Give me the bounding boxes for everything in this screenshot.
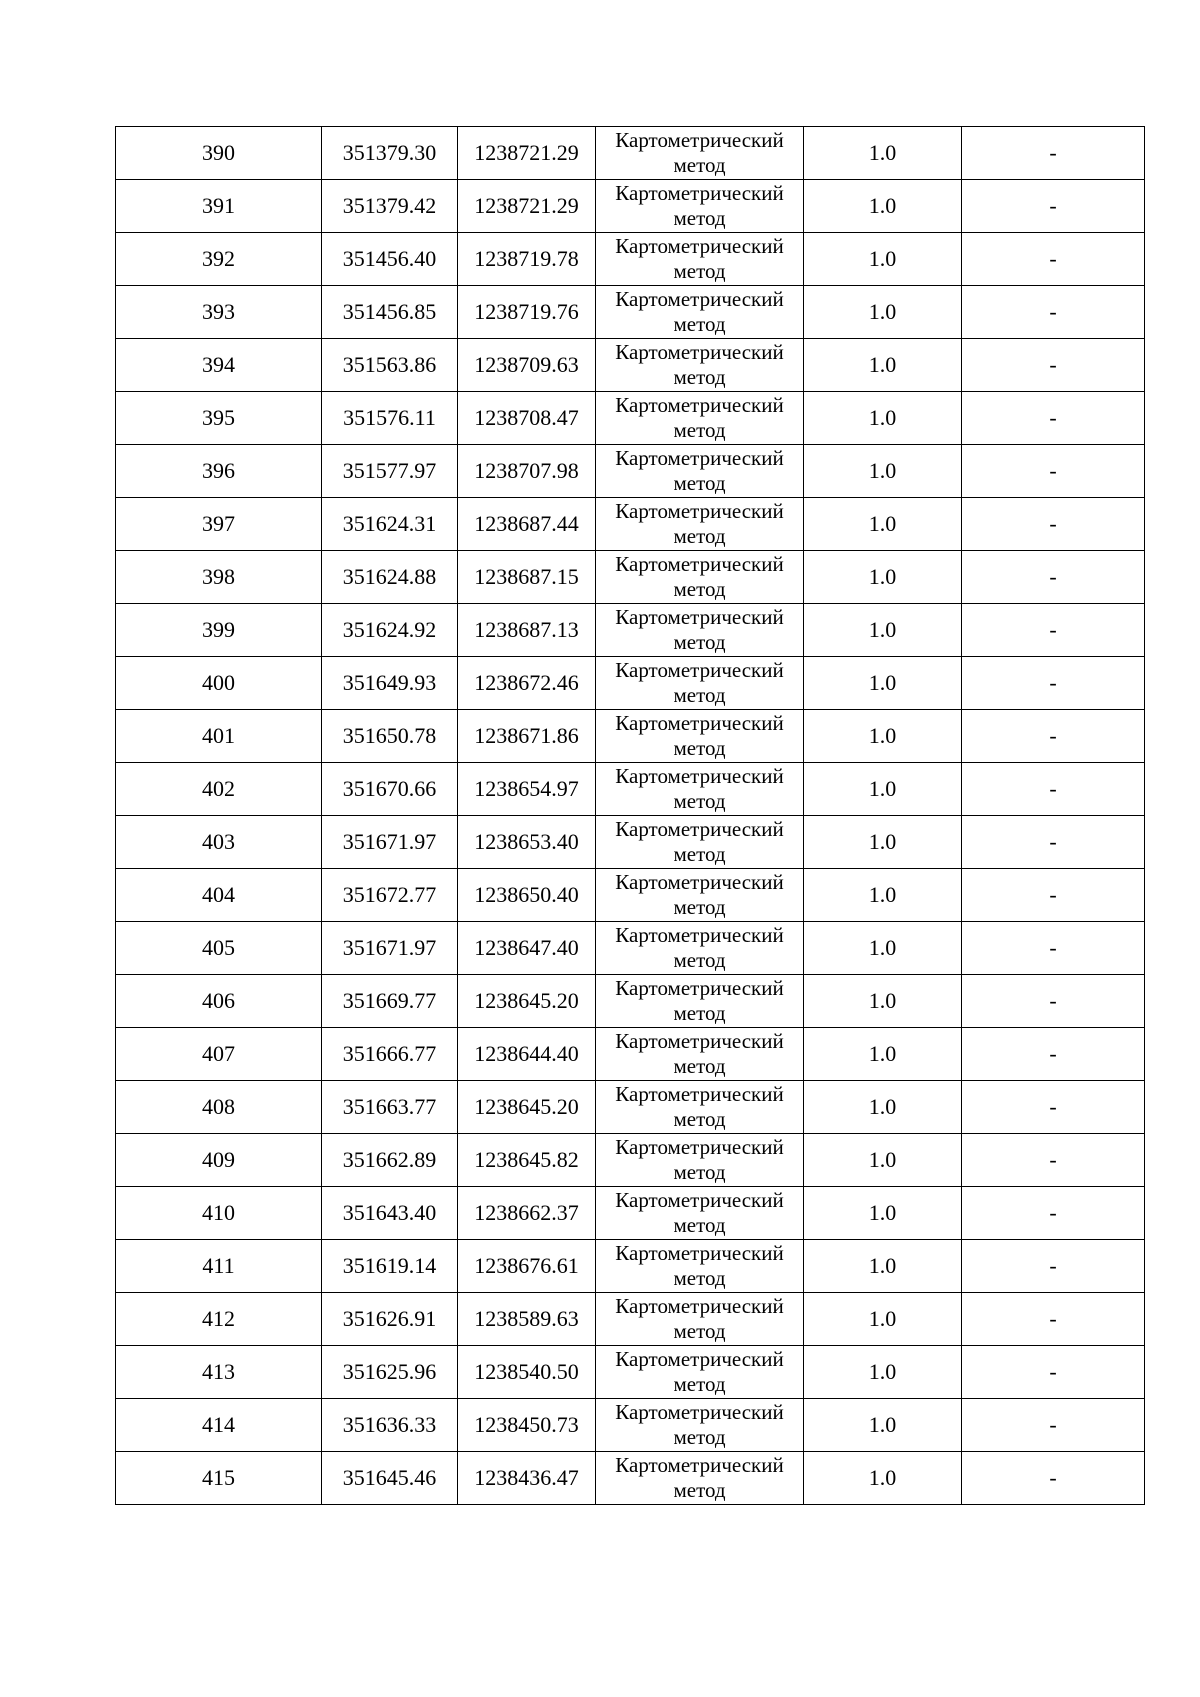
point-number-cell: 402	[116, 763, 322, 816]
y-coordinate-cell: 1238687.13	[458, 604, 596, 657]
method-line-1: Картометрический	[615, 287, 784, 311]
table-row	[116, 869, 1145, 922]
method-line-2: метод	[673, 1478, 726, 1502]
method-cell	[596, 869, 804, 922]
method-line-1: Картометрический	[615, 234, 784, 258]
method-line-2: метод	[673, 789, 726, 813]
y-coordinate-cell: 1238708.47	[458, 392, 596, 445]
method-line-1: Картометрический	[615, 552, 784, 576]
method-line-1: Картометрический	[615, 1188, 784, 1212]
method-line-2: метод	[673, 1213, 726, 1237]
method-line-1: Картометрический	[615, 764, 784, 788]
point-number-cell: 399	[116, 604, 322, 657]
accuracy-cell: 1.0	[804, 1240, 962, 1293]
x-coordinate-cell: 351663.77	[322, 1081, 458, 1134]
accuracy-cell: 1.0	[804, 180, 962, 233]
method-line-2: метод	[673, 895, 726, 919]
method-line-2: метод	[673, 842, 726, 866]
method-line-1: Картометрический	[615, 605, 784, 629]
accuracy-cell: 1.0	[804, 127, 962, 180]
accuracy-cell: 1.0	[804, 604, 962, 657]
method-line-1: Картометрический	[615, 658, 784, 682]
note-cell: -	[962, 1399, 1145, 1452]
x-coordinate-cell: 351619.14	[322, 1240, 458, 1293]
method-line-1: Картометрический	[615, 1400, 784, 1424]
table-row	[116, 127, 1145, 180]
x-coordinate-cell: 351636.33	[322, 1399, 458, 1452]
y-coordinate-cell: 1238645.20	[458, 975, 596, 1028]
x-coordinate-cell: 351624.88	[322, 551, 458, 604]
method-cell	[596, 1134, 804, 1187]
accuracy-cell: 1.0	[804, 975, 962, 1028]
table-row	[116, 1293, 1145, 1346]
y-coordinate-cell: 1238589.63	[458, 1293, 596, 1346]
point-number-cell: 398	[116, 551, 322, 604]
method-cell	[596, 339, 804, 392]
y-coordinate-cell: 1238671.86	[458, 710, 596, 763]
method-cell	[596, 233, 804, 286]
note-cell: -	[962, 551, 1145, 604]
point-number-cell: 403	[116, 816, 322, 869]
note-cell: -	[962, 1346, 1145, 1399]
method-line-2: метод	[673, 1425, 726, 1449]
accuracy-cell: 1.0	[804, 445, 962, 498]
table-row	[116, 710, 1145, 763]
y-coordinate-cell: 1238540.50	[458, 1346, 596, 1399]
table-row	[116, 975, 1145, 1028]
table-row	[116, 1346, 1145, 1399]
table-row	[116, 1399, 1145, 1452]
method-cell	[596, 127, 804, 180]
table-row	[116, 445, 1145, 498]
table-row	[116, 498, 1145, 551]
note-cell: -	[962, 233, 1145, 286]
method-line-2: метод	[673, 418, 726, 442]
method-line-2: метод	[673, 630, 726, 654]
accuracy-cell: 1.0	[804, 233, 962, 286]
method-line-2: метод	[673, 683, 726, 707]
point-number-cell: 400	[116, 657, 322, 710]
table-row	[116, 286, 1145, 339]
method-cell	[596, 286, 804, 339]
method-cell	[596, 1293, 804, 1346]
method-line-1: Картометрический	[615, 1082, 784, 1106]
accuracy-cell: 1.0	[804, 551, 962, 604]
y-coordinate-cell: 1238645.82	[458, 1134, 596, 1187]
method-line-2: метод	[673, 471, 726, 495]
point-number-cell: 414	[116, 1399, 322, 1452]
point-number-cell: 392	[116, 233, 322, 286]
method-cell	[596, 392, 804, 445]
method-line-2: метод	[673, 1001, 726, 1025]
method-line-1: Картометрический	[615, 976, 784, 1000]
method-line-2: метод	[673, 365, 726, 389]
table-row	[116, 1028, 1145, 1081]
x-coordinate-cell: 351576.11	[322, 392, 458, 445]
accuracy-cell: 1.0	[804, 498, 962, 551]
table-row	[116, 180, 1145, 233]
y-coordinate-cell: 1238721.29	[458, 180, 596, 233]
note-cell: -	[962, 604, 1145, 657]
table-row	[116, 1081, 1145, 1134]
method-line-1: Картометрический	[615, 817, 784, 841]
note-cell: -	[962, 1240, 1145, 1293]
method-line-2: метод	[673, 206, 726, 230]
note-cell: -	[962, 1452, 1145, 1505]
note-cell: -	[962, 1293, 1145, 1346]
accuracy-cell: 1.0	[804, 339, 962, 392]
method-cell	[596, 657, 804, 710]
x-coordinate-cell: 351671.97	[322, 922, 458, 975]
accuracy-cell: 1.0	[804, 1399, 962, 1452]
x-coordinate-cell: 351626.91	[322, 1293, 458, 1346]
note-cell: -	[962, 339, 1145, 392]
y-coordinate-cell: 1238436.47	[458, 1452, 596, 1505]
point-number-cell: 394	[116, 339, 322, 392]
accuracy-cell: 1.0	[804, 922, 962, 975]
table-row	[116, 816, 1145, 869]
method-cell	[596, 551, 804, 604]
note-cell: -	[962, 922, 1145, 975]
y-coordinate-cell: 1238672.46	[458, 657, 596, 710]
y-coordinate-cell: 1238676.61	[458, 1240, 596, 1293]
point-number-cell: 415	[116, 1452, 322, 1505]
x-coordinate-cell: 351456.85	[322, 286, 458, 339]
x-coordinate-cell: 351670.66	[322, 763, 458, 816]
note-cell: -	[962, 869, 1145, 922]
method-cell	[596, 445, 804, 498]
table-row	[116, 1452, 1145, 1505]
method-cell	[596, 1028, 804, 1081]
method-cell	[596, 1240, 804, 1293]
x-coordinate-cell: 351379.30	[322, 127, 458, 180]
table-row	[116, 339, 1145, 392]
method-line-1: Картометрический	[615, 1294, 784, 1318]
method-line-1: Картометрический	[615, 1241, 784, 1265]
accuracy-cell: 1.0	[804, 1452, 962, 1505]
method-line-2: метод	[673, 259, 726, 283]
method-line-2: метод	[673, 736, 726, 760]
method-cell	[596, 180, 804, 233]
accuracy-cell: 1.0	[804, 1293, 962, 1346]
method-cell	[596, 1452, 804, 1505]
note-cell: -	[962, 763, 1145, 816]
method-cell	[596, 763, 804, 816]
y-coordinate-cell: 1238450.73	[458, 1399, 596, 1452]
method-cell	[596, 975, 804, 1028]
y-coordinate-cell: 1238719.76	[458, 286, 596, 339]
x-coordinate-cell: 351671.97	[322, 816, 458, 869]
note-cell: -	[962, 1134, 1145, 1187]
point-number-cell: 413	[116, 1346, 322, 1399]
accuracy-cell: 1.0	[804, 1187, 962, 1240]
accuracy-cell: 1.0	[804, 869, 962, 922]
table-row	[116, 1134, 1145, 1187]
accuracy-cell: 1.0	[804, 1028, 962, 1081]
method-line-1: Картометрический	[615, 181, 784, 205]
table-row	[116, 1240, 1145, 1293]
point-number-cell: 405	[116, 922, 322, 975]
method-line-2: метод	[673, 153, 726, 177]
x-coordinate-cell: 351662.89	[322, 1134, 458, 1187]
table-row	[116, 922, 1145, 975]
method-line-1: Картометрический	[615, 1029, 784, 1053]
method-line-2: метод	[673, 1107, 726, 1131]
method-line-2: метод	[673, 1319, 726, 1343]
x-coordinate-cell: 351456.40	[322, 233, 458, 286]
accuracy-cell: 1.0	[804, 710, 962, 763]
x-coordinate-cell: 351563.86	[322, 339, 458, 392]
method-line-2: метод	[673, 524, 726, 548]
x-coordinate-cell: 351666.77	[322, 1028, 458, 1081]
y-coordinate-cell: 1238687.44	[458, 498, 596, 551]
accuracy-cell: 1.0	[804, 392, 962, 445]
y-coordinate-cell: 1238707.98	[458, 445, 596, 498]
y-coordinate-cell: 1238647.40	[458, 922, 596, 975]
coordinates-table	[115, 126, 1145, 1505]
x-coordinate-cell: 351669.77	[322, 975, 458, 1028]
method-line-1: Картометрический	[615, 1453, 784, 1477]
method-line-1: Картометрический	[615, 870, 784, 894]
table-row	[116, 604, 1145, 657]
table-row	[116, 233, 1145, 286]
point-number-cell: 393	[116, 286, 322, 339]
note-cell: -	[962, 445, 1145, 498]
y-coordinate-cell: 1238687.15	[458, 551, 596, 604]
table-row	[116, 763, 1145, 816]
x-coordinate-cell: 351649.93	[322, 657, 458, 710]
table-row	[116, 657, 1145, 710]
method-line-1: Картометрический	[615, 499, 784, 523]
method-line-2: метод	[673, 1160, 726, 1184]
note-cell: -	[962, 657, 1145, 710]
y-coordinate-cell: 1238644.40	[458, 1028, 596, 1081]
method-line-1: Картометрический	[615, 1347, 784, 1371]
y-coordinate-cell: 1238653.40	[458, 816, 596, 869]
y-coordinate-cell: 1238645.20	[458, 1081, 596, 1134]
note-cell: -	[962, 975, 1145, 1028]
y-coordinate-cell: 1238650.40	[458, 869, 596, 922]
method-line-1: Картометрический	[615, 128, 784, 152]
method-cell	[596, 1346, 804, 1399]
note-cell: -	[962, 816, 1145, 869]
method-line-2: метод	[673, 577, 726, 601]
point-number-cell: 395	[116, 392, 322, 445]
method-line-1: Картометрический	[615, 393, 784, 417]
x-coordinate-cell: 351625.96	[322, 1346, 458, 1399]
y-coordinate-cell: 1238654.97	[458, 763, 596, 816]
point-number-cell: 409	[116, 1134, 322, 1187]
method-line-1: Картометрический	[615, 1135, 784, 1159]
method-line-2: метод	[673, 1372, 726, 1396]
point-number-cell: 410	[116, 1187, 322, 1240]
note-cell: -	[962, 1081, 1145, 1134]
note-cell: -	[962, 127, 1145, 180]
x-coordinate-cell: 351624.92	[322, 604, 458, 657]
accuracy-cell: 1.0	[804, 286, 962, 339]
point-number-cell: 406	[116, 975, 322, 1028]
accuracy-cell: 1.0	[804, 1081, 962, 1134]
point-number-cell: 412	[116, 1293, 322, 1346]
note-cell: -	[962, 180, 1145, 233]
point-number-cell: 407	[116, 1028, 322, 1081]
method-line-2: метод	[673, 312, 726, 336]
method-cell	[596, 816, 804, 869]
point-number-cell: 397	[116, 498, 322, 551]
method-line-1: Картометрический	[615, 340, 784, 364]
x-coordinate-cell: 351672.77	[322, 869, 458, 922]
coordinates-table-body	[116, 127, 1145, 1505]
method-line-1: Картометрический	[615, 923, 784, 947]
method-line-2: метод	[673, 1054, 726, 1078]
accuracy-cell: 1.0	[804, 1134, 962, 1187]
note-cell: -	[962, 710, 1145, 763]
method-cell	[596, 1187, 804, 1240]
point-number-cell: 401	[116, 710, 322, 763]
point-number-cell: 390	[116, 127, 322, 180]
x-coordinate-cell: 351577.97	[322, 445, 458, 498]
note-cell: -	[962, 1187, 1145, 1240]
note-cell: -	[962, 392, 1145, 445]
method-cell	[596, 1399, 804, 1452]
table-row	[116, 392, 1145, 445]
point-number-cell: 408	[116, 1081, 322, 1134]
method-cell	[596, 710, 804, 763]
accuracy-cell: 1.0	[804, 816, 962, 869]
y-coordinate-cell: 1238721.29	[458, 127, 596, 180]
point-number-cell: 411	[116, 1240, 322, 1293]
method-cell	[596, 1081, 804, 1134]
point-number-cell: 396	[116, 445, 322, 498]
x-coordinate-cell: 351650.78	[322, 710, 458, 763]
y-coordinate-cell: 1238662.37	[458, 1187, 596, 1240]
table-row	[116, 1187, 1145, 1240]
method-cell	[596, 922, 804, 975]
note-cell: -	[962, 286, 1145, 339]
point-number-cell: 404	[116, 869, 322, 922]
note-cell: -	[962, 1028, 1145, 1081]
x-coordinate-cell: 351643.40	[322, 1187, 458, 1240]
accuracy-cell: 1.0	[804, 657, 962, 710]
y-coordinate-cell: 1238709.63	[458, 339, 596, 392]
method-line-2: метод	[673, 948, 726, 972]
x-coordinate-cell: 351379.42	[322, 180, 458, 233]
accuracy-cell: 1.0	[804, 1346, 962, 1399]
method-cell	[596, 604, 804, 657]
x-coordinate-cell: 351624.31	[322, 498, 458, 551]
method-line-2: метод	[673, 1266, 726, 1290]
point-number-cell: 391	[116, 180, 322, 233]
y-coordinate-cell: 1238719.78	[458, 233, 596, 286]
note-cell: -	[962, 498, 1145, 551]
x-coordinate-cell: 351645.46	[322, 1452, 458, 1505]
table-row	[116, 551, 1145, 604]
method-line-1: Картометрический	[615, 446, 784, 470]
method-cell	[596, 498, 804, 551]
accuracy-cell: 1.0	[804, 763, 962, 816]
method-line-1: Картометрический	[615, 711, 784, 735]
